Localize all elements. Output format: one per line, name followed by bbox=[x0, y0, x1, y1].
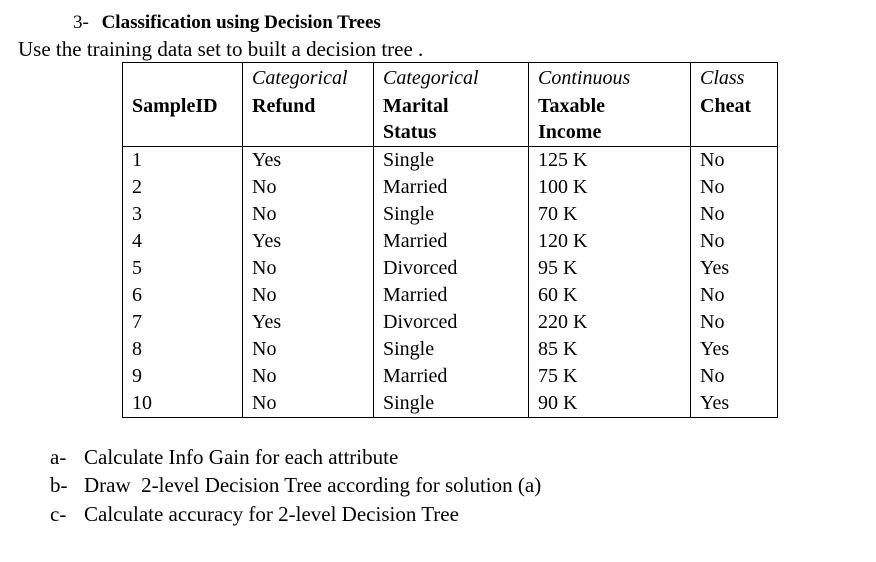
type-cell bbox=[123, 63, 243, 94]
table-cell: 6 bbox=[123, 282, 243, 309]
task-letter: b- bbox=[50, 473, 68, 497]
type-cell: Categorical bbox=[243, 63, 374, 94]
table-cell: Yes bbox=[691, 336, 778, 363]
table-cell: 3 bbox=[123, 201, 243, 228]
table-cell: 95 K bbox=[529, 255, 691, 282]
table-row bbox=[123, 255, 778, 282]
table-cell: No bbox=[691, 309, 778, 336]
column-header bbox=[123, 119, 243, 147]
column-header: Cheat bbox=[691, 93, 778, 119]
column-header: Status bbox=[374, 119, 529, 147]
table-cell: Married bbox=[374, 228, 529, 255]
table-cell: Yes bbox=[243, 147, 374, 175]
table-cell: Yes bbox=[691, 390, 778, 418]
table-cell: 4 bbox=[123, 228, 243, 255]
task-letter: a- bbox=[50, 445, 67, 469]
table-cell: No bbox=[243, 174, 374, 201]
table-cell: No bbox=[691, 363, 778, 390]
table-cell: Yes bbox=[243, 309, 374, 336]
column-header: Marital bbox=[374, 93, 529, 119]
column-header bbox=[691, 119, 778, 147]
table-cell: 60 K bbox=[529, 282, 691, 309]
table-cell: No bbox=[243, 336, 374, 363]
task-item bbox=[50, 444, 398, 470]
table-cell: No bbox=[243, 363, 374, 390]
column-header: Income bbox=[529, 119, 691, 147]
attribute-type-row bbox=[123, 63, 778, 94]
task-text: Draw 2-level Decision Tree according for solution (a) bbox=[84, 473, 542, 497]
table-cell: Single bbox=[374, 390, 529, 418]
table-cell: No bbox=[243, 390, 374, 418]
task-text: Calculate accuracy for 2-level Decision Tree bbox=[84, 502, 459, 526]
table-cell: 70 K bbox=[529, 201, 691, 228]
header-row bbox=[123, 93, 778, 119]
task-item bbox=[50, 501, 459, 527]
table-cell: No bbox=[243, 201, 374, 228]
table-cell: No bbox=[691, 282, 778, 309]
table-cell: 2 bbox=[123, 174, 243, 201]
type-cell: Categorical bbox=[374, 63, 529, 94]
table-cell: 7 bbox=[123, 309, 243, 336]
table-cell: No bbox=[691, 147, 778, 175]
table-cell: No bbox=[691, 174, 778, 201]
type-cell: Continuous bbox=[529, 63, 691, 94]
table-cell: No bbox=[243, 282, 374, 309]
table-cell: 125 K bbox=[529, 147, 691, 175]
table-cell: Married bbox=[374, 282, 529, 309]
table-cell: Married bbox=[374, 174, 529, 201]
section-heading bbox=[73, 11, 381, 35]
table-cell: 1 bbox=[123, 147, 243, 175]
table-row bbox=[123, 309, 778, 336]
table-cell: 85 K bbox=[529, 336, 691, 363]
table-row bbox=[123, 390, 778, 418]
table-cell: Married bbox=[374, 363, 529, 390]
table-cell: Divorced bbox=[374, 255, 529, 282]
column-header: Taxable bbox=[529, 93, 691, 119]
table-row bbox=[123, 174, 778, 201]
table-cell: 10 bbox=[123, 390, 243, 418]
table-row bbox=[123, 336, 778, 363]
table-cell: Yes bbox=[691, 255, 778, 282]
table-cell: No bbox=[243, 255, 374, 282]
table-row bbox=[123, 363, 778, 390]
table-cell: No bbox=[691, 228, 778, 255]
task-item bbox=[50, 472, 541, 498]
section-title: Classification using Decision Trees bbox=[101, 12, 381, 33]
table-cell: 5 bbox=[123, 255, 243, 282]
column-header: SampleID bbox=[123, 93, 243, 119]
table-cell: 220 K bbox=[529, 309, 691, 336]
table-cell: 90 K bbox=[529, 390, 691, 418]
section-number: 3- bbox=[73, 12, 89, 33]
table-cell: Single bbox=[374, 147, 529, 175]
table-row bbox=[123, 201, 778, 228]
table-cell: 75 K bbox=[529, 363, 691, 390]
table-cell: 8 bbox=[123, 336, 243, 363]
task-text: Calculate Info Gain for each attribute bbox=[84, 445, 399, 469]
table-row bbox=[123, 147, 778, 175]
table-row bbox=[123, 228, 778, 255]
training-data-table bbox=[122, 62, 778, 418]
table-cell: No bbox=[691, 201, 778, 228]
task-letter: c- bbox=[50, 502, 67, 526]
table-cell: 100 K bbox=[529, 174, 691, 201]
type-cell: Class bbox=[691, 63, 778, 94]
table-cell: Single bbox=[374, 201, 529, 228]
table-cell: Divorced bbox=[374, 309, 529, 336]
intro-text: Use the training data set to built a decision tree . bbox=[18, 37, 424, 61]
table-cell: Yes bbox=[243, 228, 374, 255]
table-cell: 120 K bbox=[529, 228, 691, 255]
table-cell: Single bbox=[374, 336, 529, 363]
table-row bbox=[123, 282, 778, 309]
column-header: Refund bbox=[243, 93, 374, 119]
column-header bbox=[243, 119, 374, 147]
table-cell: 9 bbox=[123, 363, 243, 390]
header-row-continued bbox=[123, 119, 778, 147]
